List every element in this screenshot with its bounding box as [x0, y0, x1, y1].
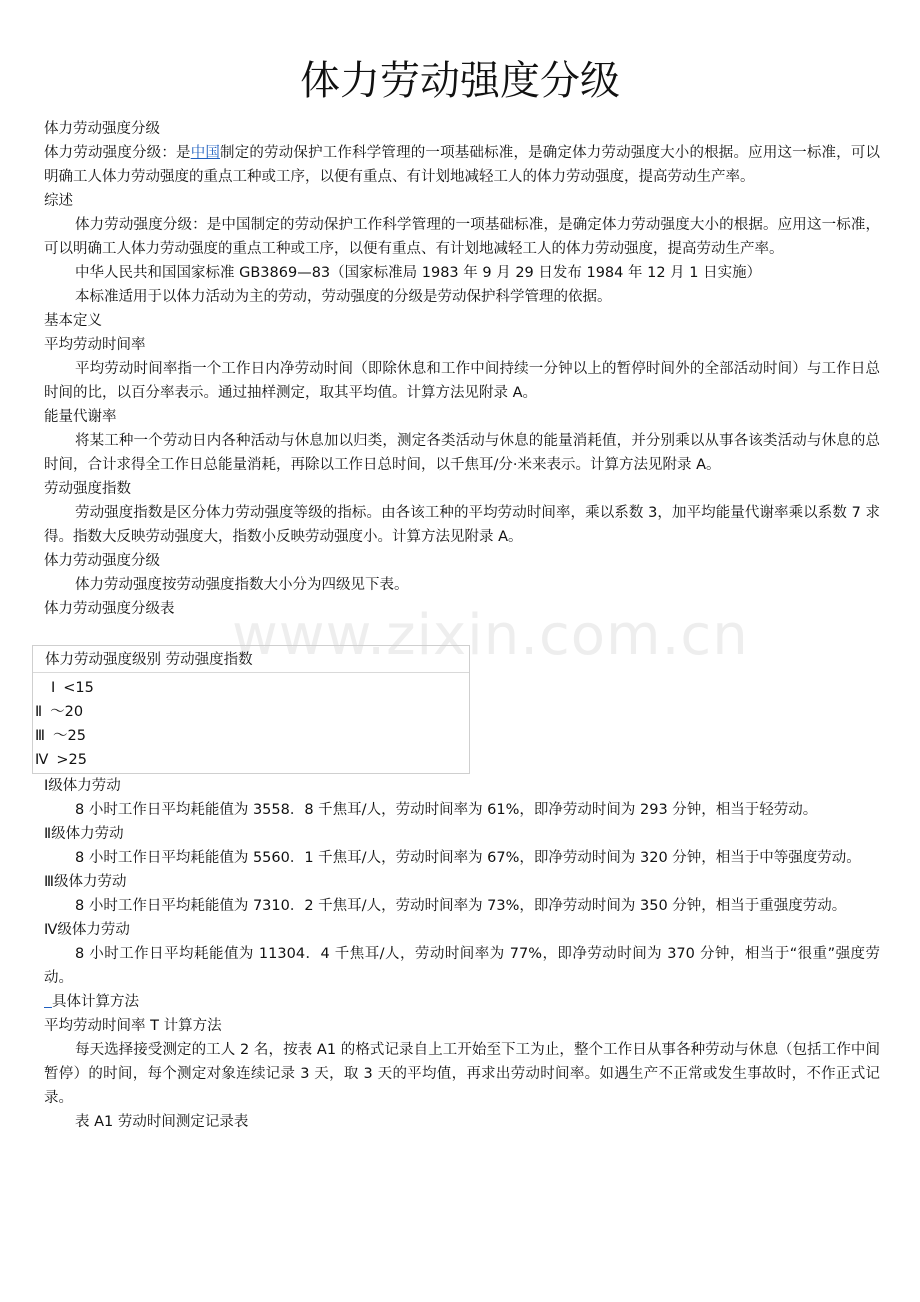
table-caption: 表 A1 劳动时间测定记录表	[75, 1114, 249, 1130]
page-title: 体力劳动强度分级	[300, 58, 620, 104]
index-cell: ～25	[53, 728, 86, 744]
grade-heading-4: Ⅳ级体力劳动	[44, 922, 130, 938]
grade-text-1: 8 小时工作日平均耗能值为 3558．8 千焦耳/人，劳动时间率为 61%，即净劳动时间为 293 分钟，相当于轻劳动。	[75, 802, 818, 818]
section-heading-definitions: 基本定义	[44, 313, 102, 329]
term-heading-calc-time-rate: 平均劳动时间率 T 计算方法	[44, 1018, 222, 1034]
index-cell: ～20	[50, 704, 84, 720]
paragraph-time-rate: 平均劳动时间率指一个工作日内净劳动时间（即除休息和工作中间持续一分钟以上的暂停时间外的全部活动时间）与工作日总时间的比，以百分率表示。通过抽样测定，取其平均值。计算方法见附录 A。	[44, 361, 880, 401]
section-heading-grading: 体力劳动强度分级	[44, 553, 160, 569]
paragraph-standard: 中华人民共和国国家标准 GB3869—83（国家标准局 1983 年 9 月 29 日发布 1984 年 12 月 1 日实施）	[75, 265, 762, 281]
china-link[interactable]: 中国	[190, 145, 221, 161]
underline-mark	[44, 990, 52, 1008]
blank-line	[44, 621, 880, 645]
level-cell: Ⅱ	[35, 704, 43, 720]
paragraph-overview: 体力劳动强度分级：是中国制定的劳动保护工作科学管理的一项基础标准，是确定体力劳动强度大小的根据。应用这一标准，可以明确工人体力劳动强度的重点工种或工序，以便有重点、有计划地减轻工人的体力劳动强度，提高劳动生产率。	[44, 217, 880, 257]
paragraph-intensity-index: 劳动强度指数是区分体力劳动强度等级的指标。由各该工种的平均劳动时间率，乘以系数 3，加平均能量代谢率乘以系数 7 求得。指数大反映劳动强度大，指数小反映劳动强度小。计算方法见附录 A。	[44, 505, 880, 545]
table-title: 体力劳动强度分级表	[44, 601, 175, 617]
table-header: 体力劳动强度级别 劳动强度指数	[33, 646, 469, 673]
paragraph-grading: 体力劳动强度按劳动强度指数大小分为四级见下表。	[75, 577, 409, 593]
index-cell: <15	[63, 680, 94, 696]
text-span: 体力劳动强度分级：是	[44, 145, 191, 161]
level-cell: Ⅲ	[35, 728, 45, 744]
table-row	[33, 676, 469, 700]
watermark: www.zixin.com.cn	[232, 603, 749, 668]
paragraph-intro	[44, 141, 880, 189]
document-body	[35, 117, 881, 1134]
term-heading-time-rate: 平均劳动时间率	[44, 337, 146, 353]
grade-heading-1: Ⅰ级体力劳动	[44, 778, 121, 794]
paragraph-heading: 体力劳动强度分级	[44, 121, 160, 137]
grade-text-4: 8 小时工作日平均耗能值为 11304．4 千焦耳/人，劳动时间率为 77%，即净劳动时间为 370 分钟，相当于“很重”强度劳动。	[44, 946, 880, 986]
table-row	[33, 748, 469, 772]
grade-heading-2: Ⅱ级体力劳动	[44, 826, 124, 842]
paragraph-scope: 本标准适用于以体力活动为主的劳动，劳动强度的分级是劳动保护科学管理的依据。	[75, 289, 612, 305]
calc-heading-text: 具体计算方法	[52, 994, 139, 1010]
section-heading-calculation	[44, 990, 880, 1014]
text-span: 制定的劳动保护工作科学管理的一项基础标准，是确定体力劳动强度大小的根据。应用这一标准，可以明确工人体力劳动强度的重点工种或工序，以便有重点、有计划地减轻工人的体力劳动强度，提高劳动生产率。	[44, 145, 881, 185]
grade-descriptions	[44, 774, 880, 1134]
index-cell: >25	[56, 752, 87, 768]
table-row	[33, 724, 469, 748]
grade-text-2: 8 小时工作日平均耗能值为 5560．1 千焦耳/人，劳动时间率为 67%，即净劳动时间为 320 分钟，相当于中等强度劳动。	[75, 850, 861, 866]
level-cell: Ⅰ	[51, 680, 56, 696]
term-heading-intensity-index: 劳动强度指数	[44, 481, 131, 497]
grade-heading-3: Ⅲ级体力劳动	[44, 874, 127, 890]
level-cell: Ⅳ	[35, 752, 49, 768]
paragraph-metabolic-rate: 将某工种一个劳动日内各种活动与休息加以归类，测定各类活动与休息的能量消耗值，并分别乘以从事各该类活动与休息的总时间，合计求得全工作日总能量消耗，再除以工作日总时间，以千焦耳/分·米来表示。计算方法见附录 A。	[44, 433, 880, 473]
grade-table	[32, 645, 470, 774]
paragraph-calc-method: 每天选择接受测定的工人 2 名，按表 A1 的格式记录自上工开始至下工为止，整个工作日从事各种劳动与休息（包括工作中间暂停）的时间，每个测定对象连续记录 3 天，取 3 天的平均值，再求出劳动时间率。如遇生产不正常或发生事故时，不作正式记录。	[44, 1042, 880, 1106]
term-heading-metabolic-rate: 能量代谢率	[44, 409, 117, 425]
table-row	[33, 700, 469, 724]
section-heading-overview: 综述	[44, 193, 73, 209]
grade-text-3: 8 小时工作日平均耗能值为 7310．2 千焦耳/人，劳动时间率为 73%，即净劳动时间为 350 分钟，相当于重强度劳动。	[75, 898, 847, 914]
table-body	[33, 673, 469, 773]
